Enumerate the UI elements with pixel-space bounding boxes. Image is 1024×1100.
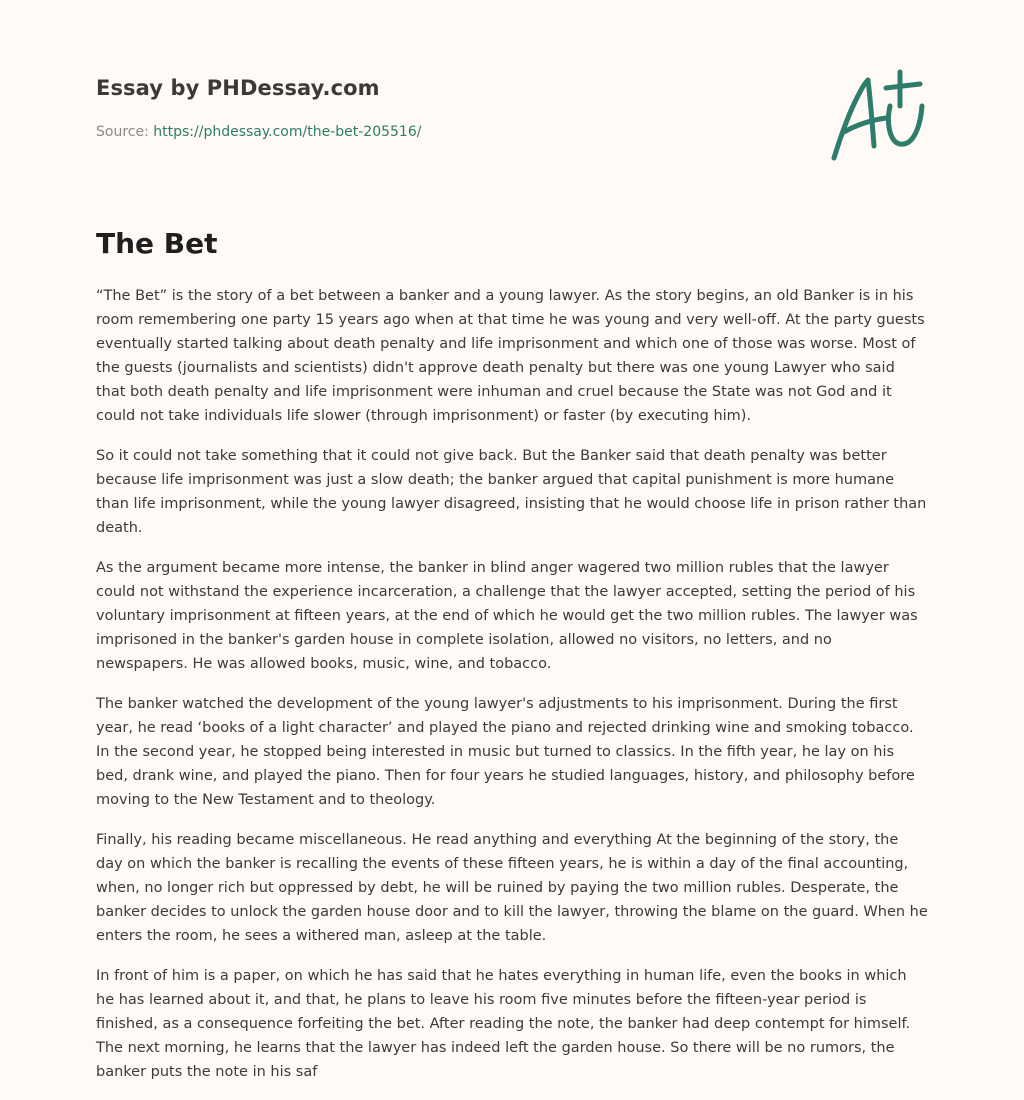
paragraph: In front of him is a paper, on which he has said that he hates everything in human life, even the books in which he has learned about it, and that, he plans to leave his room five minutes before the fifteen-year period is finished, as a consequence forfeiting the bet. After reading the note, the banker had deep contempt for himself. The next morning, he learns that the lawyer has indeed left the garden house. So there will be no rumors, the banker puts the note in his saf xyxy=(96,968,911,1080)
paragraph: As the argument became more intense, the banker in blind anger wagered two million rubles that the lawyer could not withstand the experience incarceration, a challenge that the lawyer accepted, setting the period of his voluntary imprisonment at fifteen years, at the end of which he would get the two million rubles. The lawyer was imprisoned in the banker's garden house in complete isolation, allowed no visitors, no letters, and no newspapers. He was allowed books, music, wine, and tobacco. xyxy=(96,560,918,672)
source-line xyxy=(96,124,421,140)
page-header xyxy=(96,0,928,200)
document-title: The Bet xyxy=(96,227,218,260)
paragraph: The banker watched the development of the young lawyer's adjustments to his imprisonment. During the first year, he read ‘books of a light character’ and played the piano and rejected drinking wine and smoking tobacco. In the second year, he stopped being interested in music but turned to classics. In the fifth year, he lay on his bed, drank wine, and played the piano. Then for four years he studied languages, history, and philosophy before moving to the New Testament and to theology. xyxy=(96,696,915,808)
site-title: Essay by PHDessay.com xyxy=(96,76,380,100)
a-plus-logo-icon xyxy=(828,66,928,166)
source-link[interactable]: https://phdessay.com/the-bet-205516/ xyxy=(153,124,422,140)
paragraph: “The Bet” is the story of a bet between a banker and a young lawyer. As the story begins, an old Banker is in his room remembering one party 15 years ago when at that time he was young and very well-off. At the party guests eventually started talking about death penalty and life imprisonment and which one of those was worse. Most of the guests (journalists and scientists) didn't approve death penalty but there was one young Lawyer who said that both death penalty and life imprisonment were inhuman and cruel because the State was not God and it could not take individuals life slower (through imprisonment) or faster (by executing him). xyxy=(96,288,925,424)
paragraph: So it could not take something that it could not give back. But the Banker said that death penalty was better because life imprisonment was just a slow death; the banker argued that capital punishment is more humane than life imprisonment, while the young lawyer disagreed, insisting that he would choose life in prison rather than death. xyxy=(96,448,927,536)
source-label: Source: xyxy=(96,124,149,140)
paragraph: Finally, his reading became miscellaneous. He read anything and everything At the beginning of the story, the day on which the banker is recalling the events of these fifteen years, he is within a day of the final accounting, when, no longer rich but oppressed by debt, he will be ruined by paying the two million rubles. Desperate, the banker decides to unlock the garden house door and to kill the lawyer, throwing the blame on the guard. When he enters the room, he sees a withered man, asleep at the table. xyxy=(96,832,928,944)
document-body xyxy=(96,284,928,1084)
